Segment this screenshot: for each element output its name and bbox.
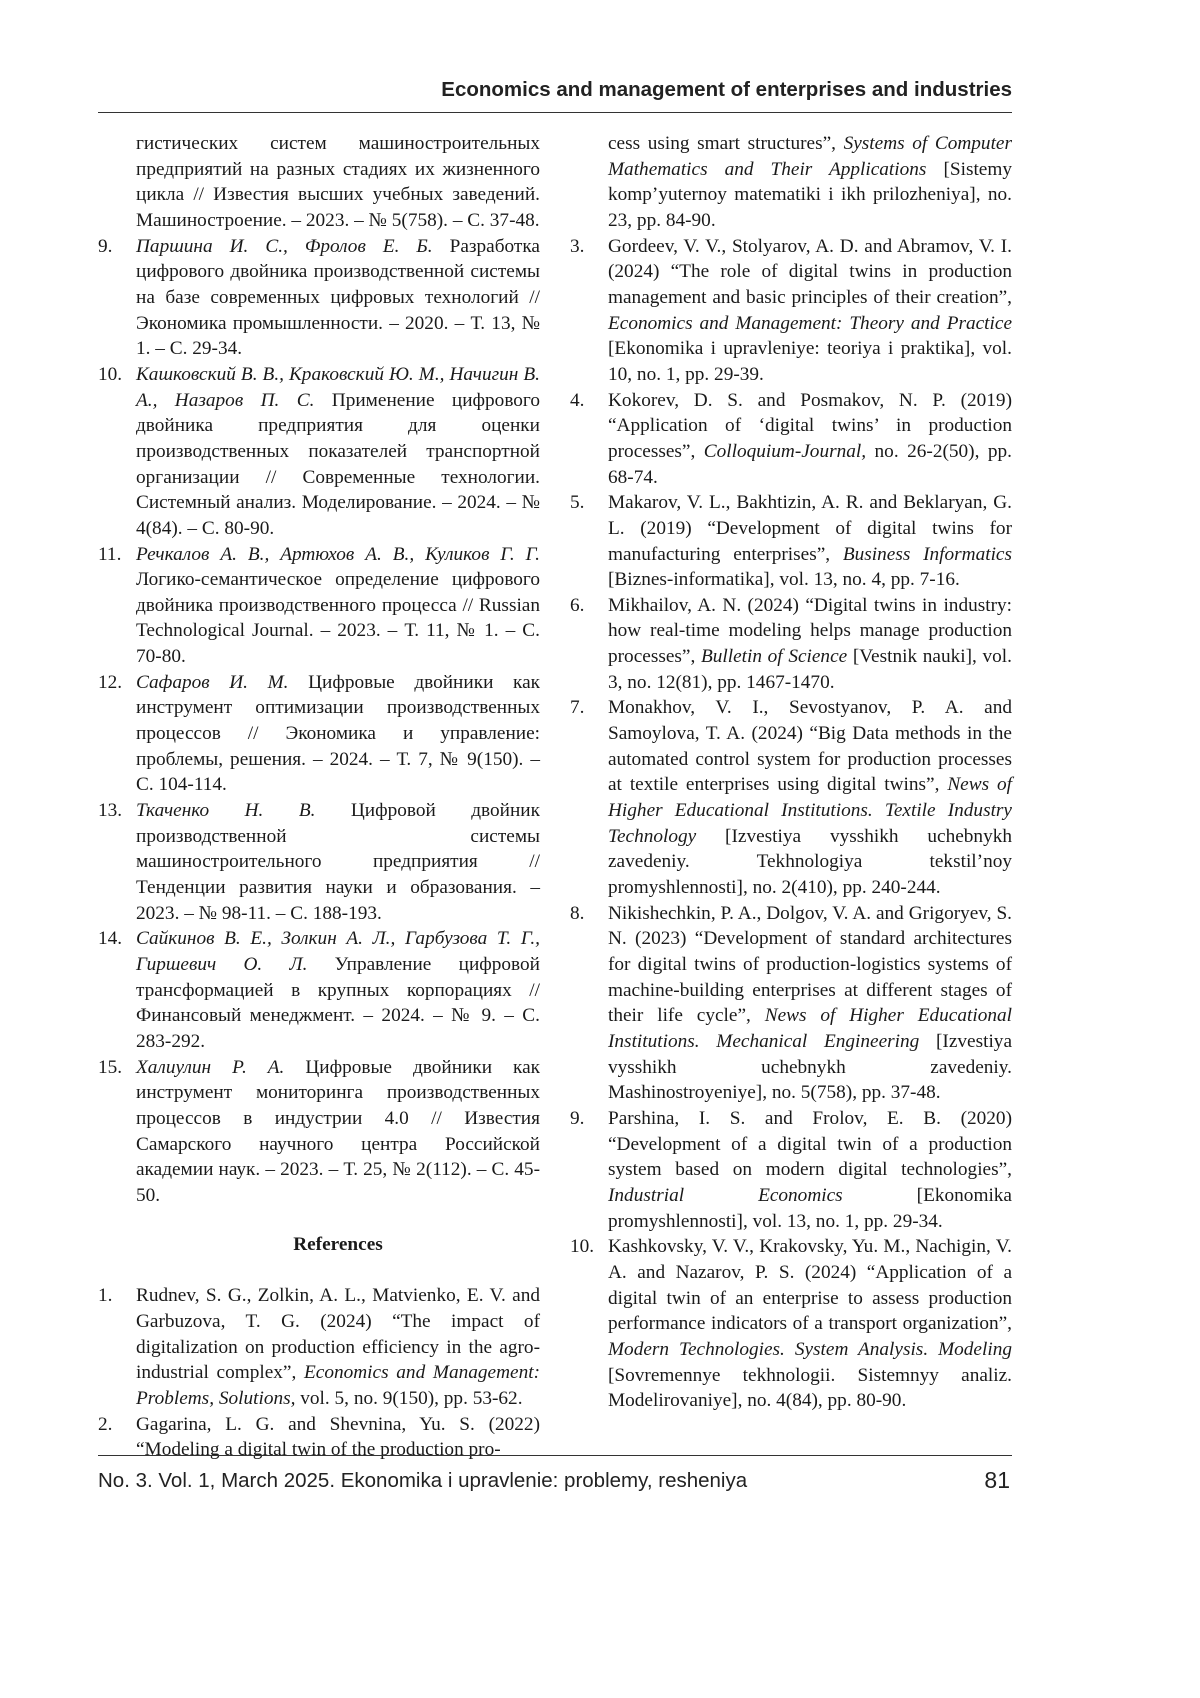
- left-column: [98, 131, 540, 1463]
- reference-number: 8.: [570, 901, 584, 927]
- reference-number: 9.: [570, 1106, 584, 1132]
- reference-italic-text: Bulletin of Science: [701, 646, 847, 667]
- english-reference-list: [98, 1283, 540, 1463]
- reference-number: 6.: [570, 593, 584, 619]
- header-divider: [98, 112, 1012, 113]
- reference-entry: [98, 1055, 540, 1209]
- reference-number: 12.: [98, 670, 122, 696]
- reference-number: 10.: [98, 362, 122, 388]
- reference-italic-text: Сафаров И. М.: [136, 672, 288, 693]
- reference-text: Parshina, I. S. and Frolov, E. B. (2020) “Development of a digital twin of a production system based on modern digital technologies”,: [608, 1108, 1012, 1180]
- reference-text: Применение цифрового двойника предприятия для оценки производственных показателей транспортной организации // Современные технологии. Системный анализ. Моделирование. – 2024. – № 4(84). – С. 80-90.: [136, 390, 540, 539]
- reference-text: Управление цифровой трансформацией в крупных корпорациях // Финансовый менеджмент. – 2024. – № 9. – С. 283-292.: [136, 954, 540, 1052]
- reference-italic-text: Systems of Computer Mathematics and Their Applications: [608, 133, 1012, 180]
- reference-italic-text: Economics and Management: Problems, Solutions,: [136, 1362, 540, 1409]
- reference-italic-text: Халиулин Р. А.: [136, 1057, 284, 1078]
- reference-entry: [570, 1234, 1012, 1414]
- reference-text: Rudnev, S. G., Zolkin, A. L., Matvienko, E. V. and Garbuzova, T. G. (2024) “The impact of digitalization on production efficiency in the agro-industrial complex”,: [136, 1285, 540, 1383]
- reference-italic-text: Сайкинов В. Е., Золкин А. Л., Гарбузова Т. Г., Гиршевич О. Л.: [136, 928, 540, 975]
- reference-italic-text: Ткаченко Н. В.: [136, 800, 315, 821]
- reference-italic-text: Кашковский В. В., Краковский Ю. М., Начигин В. А., Назаров П. С.: [136, 364, 540, 411]
- reference-entry: [570, 901, 1012, 1106]
- reference-italic-text: News of Higher Educational Institutions. Textile Industry Technology: [608, 774, 1012, 846]
- reference-entry: [98, 798, 540, 926]
- reference-italic-text: Паршина И. С., Фролов Е. Б.: [136, 236, 433, 257]
- reference-entry: [570, 695, 1012, 900]
- reference-text: [Izvestiya vysshikh uchebnykh zavedeniy. Tekhnologiya tekstil’noy promyshlennosti], no. 2(410), pp. 240-244.: [608, 826, 1012, 898]
- reference-number: 1.: [98, 1283, 112, 1309]
- reference-text: Monakhov, V. I., Sevostyanov, P. A. and Samoylova, T. A. (2024) “Big Data methods in the automated control system for production processes at textile enterprises using digital twins”,: [608, 697, 1012, 795]
- reference-text: [Ekonomika promyshlennosti], vol. 13, no. 1, pp. 29-34.: [608, 1185, 1012, 1232]
- reference-text: [Vestnik nauki], vol. 3, no. 12(81), pp. 1467-1470.: [608, 646, 1012, 693]
- reference-entry: [570, 490, 1012, 593]
- reference-italic-text: Modern Technologies. System Analysis. Modeling: [608, 1339, 1012, 1360]
- reference-text: vol. 5, no. 9(150), pp. 53-62.: [295, 1388, 522, 1409]
- reference-entry: [570, 388, 1012, 491]
- reference-italic-text: Industrial Economics: [608, 1185, 843, 1206]
- reference-number: 10.: [570, 1234, 594, 1260]
- reference-entry: [570, 1106, 1012, 1234]
- reference-text: Makarov, V. L., Bakhtizin, A. R. and Beklaryan, G. L. (2019) “Development of digital twins for manufacturing enterprises”,: [608, 492, 1012, 564]
- reference-italic-text: Economics and Management: Theory and Practice: [608, 313, 1012, 334]
- reference-entry: [98, 542, 540, 670]
- reference-text: no. 26-2(50), pp. 68-74.: [608, 441, 1012, 488]
- reference-text: Gagarina, L. G. and Shevnina, Yu. S. (2022) “Modeling a digital twin of the production pro-: [136, 1414, 540, 1461]
- reference-text: Цифровые двойники как инструмент мониторинга производственных процессов в индустрии 4.0 // Известия Самарского научного центра Российской академии наук. – 2023. – Т. 25, № 2(112). – С. 45-50.: [136, 1057, 540, 1206]
- reference-text: Mikhailov, A. N. (2024) “Digital twins in industry: how real-time modeling helps manage production processes”,: [608, 595, 1012, 667]
- reference-entry: [570, 131, 1012, 234]
- reference-number: 15.: [98, 1055, 122, 1081]
- reference-number: 2.: [98, 1412, 112, 1438]
- english-reference-list-continued: [570, 131, 1012, 1414]
- reference-entry: [570, 593, 1012, 696]
- references-heading: References: [98, 1232, 540, 1258]
- reference-text: [Izvestiya vysshikh uchebnykh zavedeniy. Mashinostroyeniye], no. 5(758), pp. 37-48.: [608, 1031, 1012, 1103]
- reference-text: гистических систем машиностроительных предприятий на разных стадиях их жизненного цикла // Известия высших учебных заведений. Машиностроение. – 2023. – № 5(758). – С. 37-48.: [136, 133, 540, 231]
- footer-divider: [98, 1455, 1012, 1456]
- reference-entry: [570, 234, 1012, 388]
- reference-text: Kokorev, D. S. and Posmakov, N. P. (2019) “Application of ‘digital twins’ in production processes”,: [608, 390, 1012, 462]
- russian-reference-list: [98, 131, 540, 1209]
- reference-number: 4.: [570, 388, 584, 414]
- reference-italic-text: Речкалов А. В., Артюхов А. В., Куликов Г. Г.: [136, 544, 540, 565]
- page-number: 81: [984, 1467, 1010, 1494]
- reference-number: 11.: [98, 542, 121, 568]
- reference-italic-text: Colloquium-Journal,: [704, 441, 866, 462]
- reference-text: [Sovremennye tekhnologii. Sistemnyy analiz. Modelirovaniye], no. 4(84), pp. 80-90.: [608, 1365, 1012, 1412]
- reference-number: 14.: [98, 926, 122, 952]
- reference-entry: [98, 1283, 540, 1411]
- reference-text: Kashkovsky, V. V., Krakovsky, Yu. M., Nachigin, V. A. and Nazarov, P. S. (2024) “Application of a digital twin of an enterprise to assess production performance indicators of a transport organization”,: [608, 1236, 1012, 1334]
- reference-number: 3.: [570, 234, 584, 260]
- right-column: [570, 131, 1012, 1414]
- reference-text: Nikishechkin, P. A., Dolgov, V. A. and Grigoryev, S. N. (2023) “Development of standard architectures for digital twins of production-logistics systems of machine-building enterprises at different stages of their life cycle”,: [608, 903, 1012, 1027]
- running-header-title: Economics and management of enterprises and industries: [441, 78, 1012, 102]
- reference-entry: [98, 131, 540, 234]
- reference-entry: [98, 670, 540, 798]
- reference-number: 13.: [98, 798, 122, 824]
- reference-italic-text: Business Informatics: [843, 544, 1012, 565]
- reference-entry: [98, 926, 540, 1054]
- reference-entry: [98, 234, 540, 362]
- reference-text: Разработка цифрового двойника производственной системы на базе современных цифровых технологий // Экономика промышленности. – 2020. – Т. 13, № 1. – С. 29-34.: [136, 236, 540, 360]
- footer-journal-info: No. 3. Vol. 1, March 2025. Ekonomika i upravlenie: problemy, resheniya: [98, 1469, 747, 1493]
- reference-text: Логико-семантическое определение цифрового двойника производственного процесса // Russian Technological Journal. – 2023. – Т. 11, № 1. – С. 70-80.: [136, 569, 540, 667]
- reference-text: cess using smart structures”,: [608, 133, 844, 154]
- reference-text: Цифровые двойники как инструмент оптимизации производственных процессов // Экономика и управление: проблемы, решения. – 2024. – Т. 7, № 9(150). – С. 104-114.: [136, 672, 540, 796]
- reference-number: 9.: [98, 234, 112, 260]
- reference-text: [Sistemy komp’yuternoy matematiki i ikh prilozheniya], no. 23, pp. 84-90.: [608, 159, 1012, 231]
- reference-text: [Ekonomika i upravleniye: teoriya i praktika], vol. 10, no. 1, pp. 29-39.: [608, 338, 1012, 385]
- reference-text: Gordeev, V. V., Stolyarov, A. D. and Abramov, V. I. (2024) “The role of digital twins in production management and basic principles of their creation”,: [608, 236, 1012, 308]
- reference-number: 5.: [570, 490, 584, 516]
- reference-italic-text: News of Higher Educational Institutions. Mechanical Engineering: [608, 1005, 1012, 1052]
- reference-number: 7.: [570, 695, 584, 721]
- reference-entry: [98, 362, 540, 542]
- reference-text: Цифровой двойник производственной системы машиностроительного предприятия // Тенденции развития науки и образования. – 2023. – № 98-11. – С. 188-193.: [136, 800, 540, 924]
- reference-text: [Biznes-informatika], vol. 13, no. 4, pp. 7-16.: [608, 569, 960, 590]
